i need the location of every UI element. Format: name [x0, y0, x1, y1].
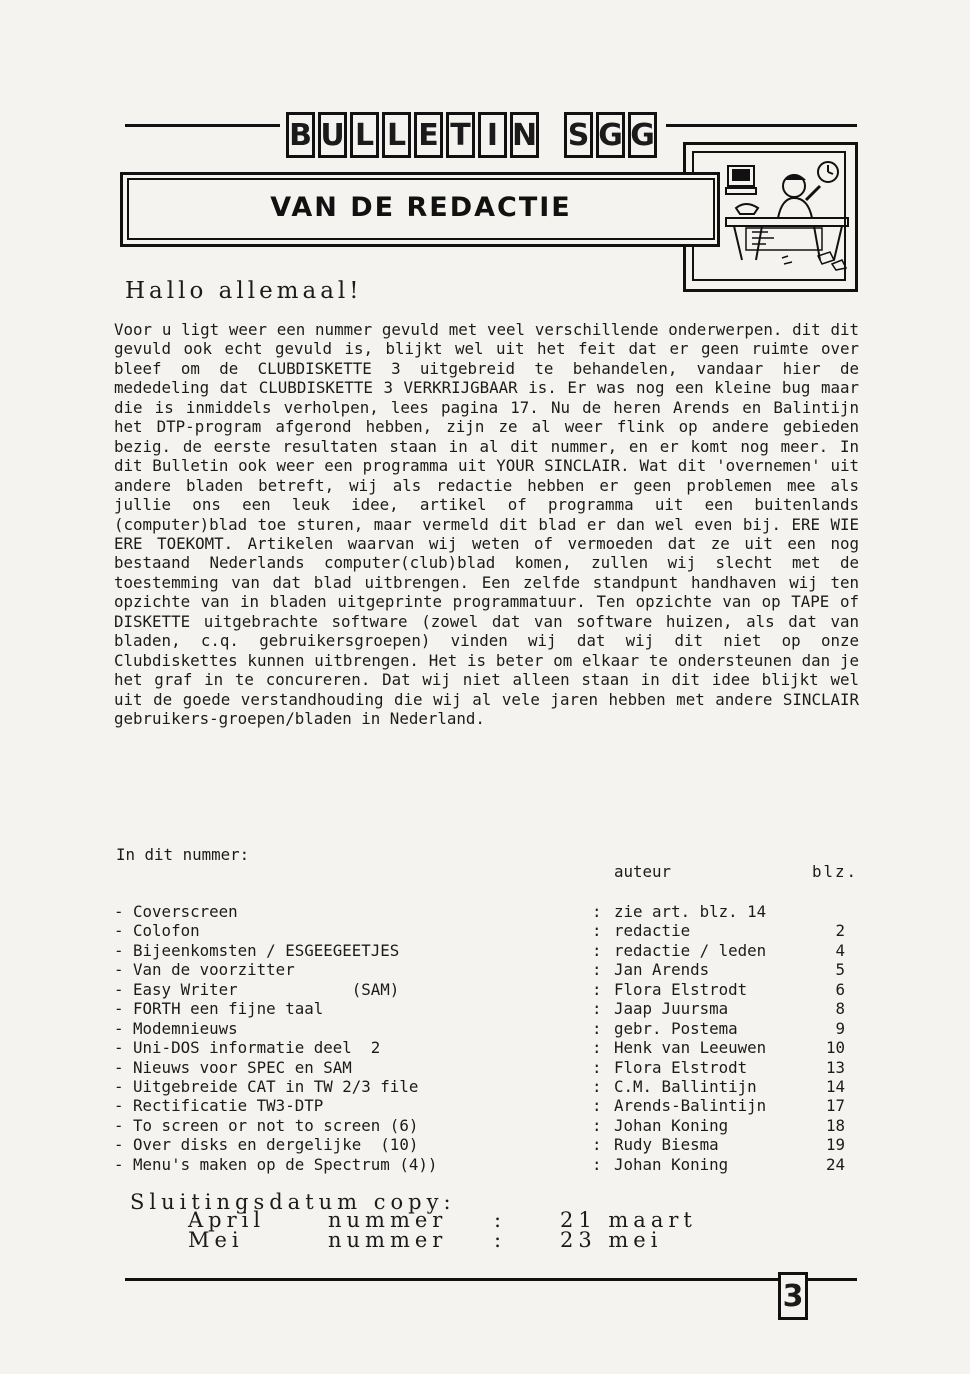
contents-item	[114, 1135, 859, 1154]
contents-item-title: - Over disks en dergelijke (10)	[114, 1135, 419, 1155]
contents-item-title: - To screen or not to screen (6)	[114, 1115, 419, 1135]
contents-item-author: Arends-Balintijn	[614, 1096, 767, 1116]
page-number: 3	[778, 1272, 808, 1320]
masthead-letter: G	[628, 112, 657, 158]
contents-item-author: zie art. blz. 14	[614, 902, 767, 921]
contents-item-page: 24	[825, 1154, 845, 1174]
contents-item-page: 19	[825, 1135, 845, 1155]
contents-item-author: Jaap Juursma	[614, 999, 729, 1019]
masthead-letter: G	[596, 112, 625, 158]
contents-author-header: auteur	[614, 862, 672, 881]
masthead-letter: S	[564, 112, 593, 158]
contents-item-colon: :	[592, 1135, 602, 1155]
contents-item	[114, 1038, 859, 1057]
contents-item-colon: :	[592, 940, 602, 960]
deadline-title: Sluitingsdatum copy:	[130, 1190, 456, 1214]
contents-item-title: - Coverscreen	[114, 902, 238, 921]
contents-item-page: 14	[825, 1076, 845, 1096]
contents-item-author: Johan Koning	[614, 1154, 729, 1174]
masthead-bulletin-sgg	[280, 112, 666, 164]
contents-item-page: 13	[825, 1057, 845, 1077]
deadline-month: April	[188, 1208, 266, 1232]
contents-page-header: blz.	[812, 862, 859, 881]
contents-item-page: 5	[835, 960, 845, 980]
contents-item-title: - FORTH een fijne taal	[114, 999, 324, 1019]
contents-item-page: 4	[835, 940, 845, 960]
contents-item-title: - Van de voorzitter	[114, 960, 295, 980]
contents-item-author: Henk van Leeuwen	[614, 1038, 767, 1058]
deadline-date: 21 maart	[560, 1208, 697, 1232]
masthead-letter: B	[286, 112, 315, 158]
contents-item-page: 2	[835, 921, 845, 941]
contents-item	[114, 1019, 859, 1038]
contents-item	[114, 980, 859, 999]
contents-item	[114, 941, 859, 960]
section-title: VAN DE REDACTIE	[270, 192, 572, 223]
contents-item-colon: :	[592, 1018, 602, 1038]
masthead-letter: N	[510, 112, 539, 158]
contents-item-colon: :	[592, 1096, 602, 1116]
deadline-separator: :	[494, 1228, 507, 1252]
deadline-month: Mei	[188, 1228, 244, 1252]
contents-item	[114, 999, 859, 1018]
contents-item-title: - Menu's maken op de Spectrum (4))	[114, 1154, 438, 1174]
contents-item-page: 9	[835, 1018, 845, 1038]
contents-item-page: 8	[835, 999, 845, 1019]
masthead-letter: T	[446, 112, 475, 158]
masthead-letter: L	[382, 112, 411, 158]
editorial-body-text: Voor u ligt weer een nummer gevuld met veel verschillende onderwerpen. dit dit gevuld ook echt gevuld is, blijkt wel uit het feit dat er geen ruimte over bleef om de CLUBDISKETTE 3 uitgebreid te behandelen, vandaar hier de mededeling dat CLUBDISKETTE 3 VERKRIJGBAAR is. Er was nog een kleine bug maar die is inmiddels verholpen, lees pagina 17. Nu de heren Arends en Balintijn het DTP-program afgerond hebben, zijn ze al weer flink op andere gebieden bezig. de eerste resultaten staan in al dit nummer, en er komt nog meer. In dit Bulletin ook weer een programma uit YOUR SINCLAIR. Wat dit 'overnemen' uit andere bladen betreft, wij als redactie hebben er geen problemen mee als jullie ons een leuk idee, artikel of programma uit een buitenlands (computer)blad toe sturen, maar vermeld dit blad er dan wel even bij. ERE WIE ERE TOEKOMT. Artikelen waarvan wij weten of vermoeden dat ze uit een nog bestaand Nederlands computer(club)blad komen, zullen wij slecht met de toestemming van dat blad uitbrengen. Een zelfde standpunt handhaven wij ten opzichte van in bladen uitgeprinte programmatuur. Ten opzichte van op TAPE of DISKETTE uitgebrachte software (zowel dat van software huizen, als dat van bladen, c.q. gebruikersgroepen) vinden wij dat wij dit niet op onze Clubdiskettes kunnen uitbrengen. Het is beter om elkaar te ondersteunen dan je het graf in te concureren. Dat wij niet alleen staan in dit idee blijkt wel uit de goede verstandhouding die wij al vele jaren hebben met andere SINCLAIR gebruikers-groepen/bladen in Nederland.	[114, 320, 859, 729]
contents-item-author: C.M. Ballintijn	[614, 1076, 757, 1096]
footer-rule	[125, 1278, 857, 1281]
greeting: Hallo allemaal!	[125, 278, 363, 304]
contents-item	[114, 1155, 859, 1174]
contents-item-author: Flora Elstrodt	[614, 979, 748, 999]
contents-item-page: 18	[825, 1115, 845, 1135]
contents-item-colon: :	[592, 1057, 602, 1077]
contents-item-title: - Modemnieuws	[114, 1018, 238, 1038]
masthead-letter: U	[318, 112, 347, 158]
contents-item-title: - Uni-DOS informatie deel 2	[114, 1038, 381, 1058]
contents-item-colon: :	[592, 921, 602, 941]
masthead-letter: E	[414, 112, 443, 158]
contents-item-colon: :	[592, 999, 602, 1019]
contents-item-title: - Easy Writer (SAM)	[114, 979, 400, 999]
contents-item	[114, 902, 859, 921]
deadline-separator: :	[494, 1208, 507, 1232]
deadline-issue-word: nummer	[328, 1208, 448, 1232]
contents-item-author: redactie / leden	[614, 940, 767, 960]
contents-item-page: 10	[825, 1038, 845, 1058]
contents-item-title: - Colofon	[114, 921, 200, 941]
contents-item	[114, 1116, 859, 1135]
contents-item-title: - Bijeenkomsten / ESGEEGEETJES	[114, 940, 400, 960]
desk-worker-clipart-icon	[722, 156, 852, 274]
contents-heading: In dit nummer:	[116, 845, 250, 864]
contents-item-page: 17	[825, 1096, 845, 1116]
contents-item-author: Rudy Biesma	[614, 1135, 719, 1155]
deadline-issue-word: nummer	[328, 1228, 448, 1252]
contents-item	[114, 1096, 859, 1115]
contents-item-author: Flora Elstrodt	[614, 1057, 748, 1077]
contents-item-title: - Nieuws voor SPEC en SAM	[114, 1057, 352, 1077]
contents-item	[114, 921, 859, 940]
contents-item-colon: :	[592, 1076, 602, 1096]
masthead-letter: L	[350, 112, 379, 158]
contents-item-colon: :	[592, 1038, 602, 1058]
contents-item-title: - Uitgebreide CAT in TW 2/3 file	[114, 1076, 419, 1096]
contents-list	[114, 902, 859, 1174]
contents-item-colon: :	[592, 902, 602, 921]
contents-item-author: Johan Koning	[614, 1115, 729, 1135]
contents-item-title: - Rectificatie TW3-DTP	[114, 1096, 324, 1116]
contents-item	[114, 1077, 859, 1096]
contents-item-colon: :	[592, 960, 602, 980]
masthead-letter: I	[478, 112, 507, 158]
contents-item-colon: :	[592, 1115, 602, 1135]
contents-item-author: gebr. Postema	[614, 1018, 738, 1038]
contents-item-page: 6	[835, 979, 845, 999]
deadline-date: 23 mei	[560, 1228, 663, 1252]
contents-item	[114, 1058, 859, 1077]
contents-item	[114, 960, 859, 979]
contents-item-author: redactie	[614, 921, 691, 941]
contents-item-author: Jan Arends	[614, 960, 710, 980]
contents-item-colon: :	[592, 979, 602, 999]
contents-item-colon: :	[592, 1154, 602, 1174]
